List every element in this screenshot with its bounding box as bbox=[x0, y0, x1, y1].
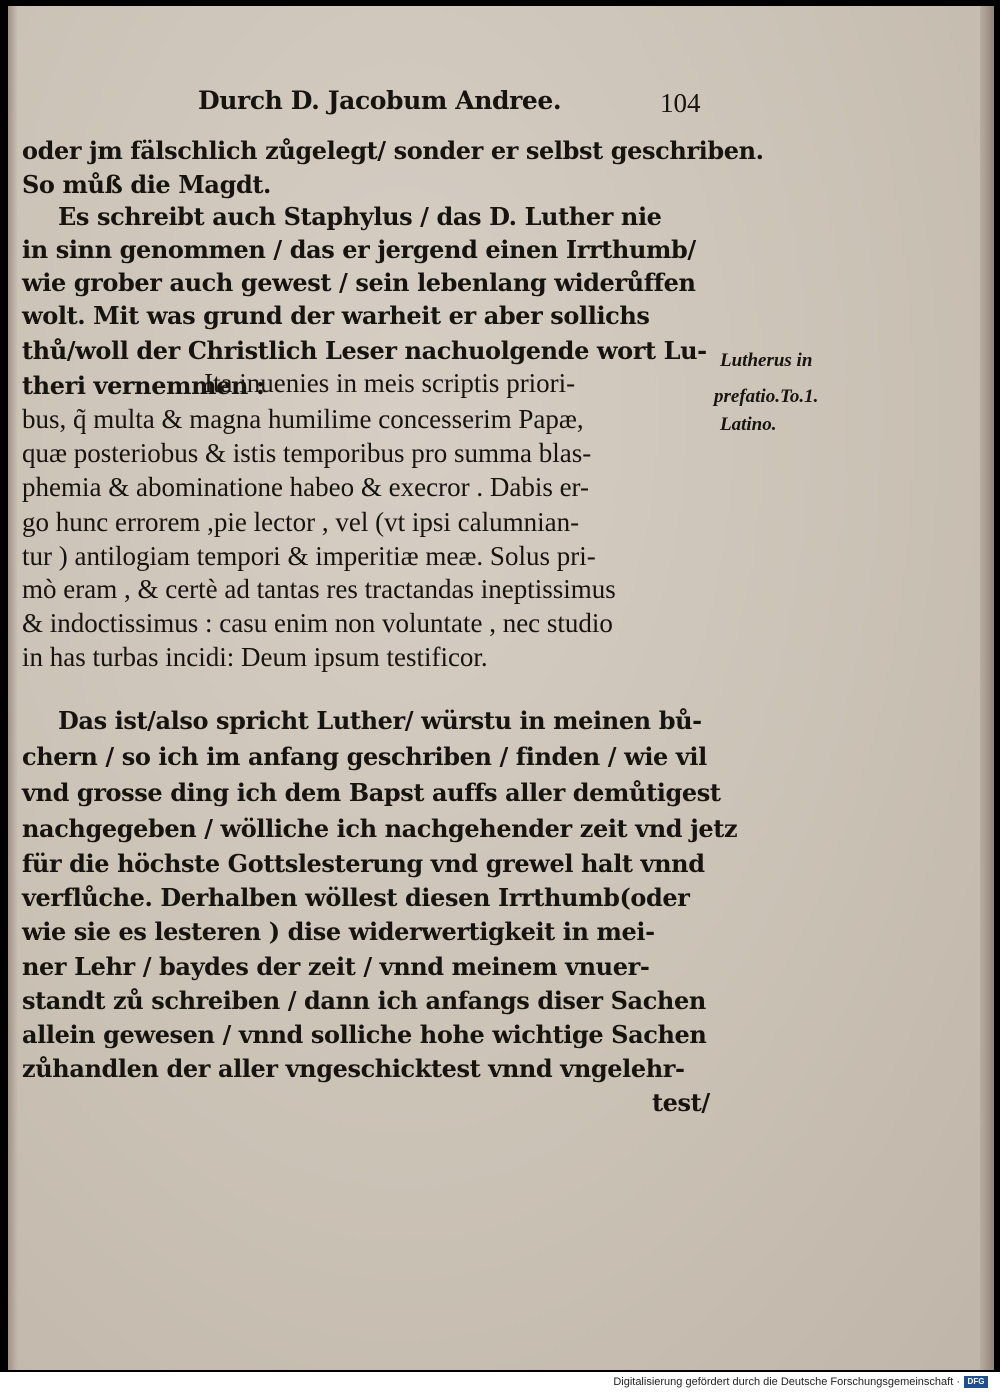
text-line: theri vernemmen : bbox=[22, 371, 265, 400]
latin-line: mò eram , & certè ad tantas res tractandas ineptissimus bbox=[22, 574, 616, 604]
latin-line: phemia & abominatione habeo & execror . Dabis er- bbox=[22, 472, 589, 502]
text-line: oder jm fälschlich zůgelegt/ sonder er selbst geschriben. bbox=[22, 136, 764, 165]
text-line: wolt. Mit was grund der warheit er aber sollichs bbox=[22, 301, 650, 330]
margin-note-line: Lutherus in bbox=[720, 350, 813, 371]
text-line: vnd grosse ding ich dem Bapst auffs aller demůtigest bbox=[22, 778, 721, 807]
text-line: in sinn genommen / das er jergend einen Irrthumb/ bbox=[22, 235, 696, 264]
text-line: wie grober auch gewest / sein lebenlang widerůffen bbox=[22, 268, 696, 297]
book-page bbox=[8, 6, 994, 1370]
latin-line: tur ) antilogiam tempori & imperitiæ meæ. Solus pri- bbox=[22, 541, 596, 571]
text-line: chern / so ich im anfang geschriben / finden / wie vil bbox=[22, 742, 707, 771]
gutter-shadow bbox=[8, 6, 18, 1370]
text-line: zůhandlen der aller vngeschicktest vnnd vngelehr- bbox=[22, 1054, 685, 1083]
latin-line: & indoctissimus : casu enim non voluntate , nec studio bbox=[22, 608, 613, 638]
latin-line: bus, q̃ multa & magna humilime concesserim Papæ, bbox=[22, 404, 584, 434]
folio-number: 104 bbox=[660, 88, 701, 118]
latin-line: in has turbas incidi: Deum ipsum testificor. bbox=[22, 642, 488, 672]
text-line: ner Lehr / baydes der zeit / vnnd meinem vnuer- bbox=[22, 952, 650, 981]
page-edge bbox=[980, 6, 994, 1370]
funding-credit: Digitalisierung gefördert durch die Deutsche Forschungsgemeinschaft · bbox=[613, 1376, 960, 1388]
text-line: Es schreibt auch Staphylus / das D. Luther nie bbox=[58, 202, 662, 231]
text-line: standt zů schreiben / dann ich anfangs diser Sachen bbox=[22, 986, 706, 1015]
text-line: wie sie es lesteren ) dise widerwertigkeit in mei- bbox=[22, 917, 655, 946]
text-line: für die höchste Gottslesterung vnd grewel halt vnnd bbox=[22, 849, 705, 878]
latin-line: Ita inuenies in meis scriptis priori- bbox=[204, 368, 576, 398]
text-line: verflůche. Derhalben wöllest diesen Irrthumb(oder bbox=[22, 883, 690, 912]
text-line: So můß die Magdt. bbox=[22, 170, 271, 199]
margin-note-line: Latino. bbox=[720, 414, 777, 435]
text-line: Das ist/also spricht Luther/ würstu in meinen bů- bbox=[58, 706, 702, 735]
footer-bar bbox=[0, 1372, 1000, 1393]
dfg-logo-icon: DFG bbox=[964, 1376, 988, 1388]
text-line: thů/woll der Christlich Leser nachuolgende wort Lu- bbox=[22, 336, 707, 365]
text-line: nachgegeben / wölliche ich nachgehender zeit vnd jetz bbox=[22, 814, 738, 843]
running-title: Durch D. Jacobum Andree. bbox=[198, 86, 562, 115]
text-line: test/ bbox=[652, 1088, 710, 1117]
latin-line: quæ posteriobus & istis temporibus pro summa blas- bbox=[22, 438, 592, 468]
text-line: allein gewesen / vnnd solliche hohe wichtige Sachen bbox=[22, 1020, 707, 1049]
margin-note-line: prefatio.To.1. bbox=[714, 386, 819, 407]
latin-line: go hunc errorem ,pie lector , vel (vt ipsi calumnian- bbox=[22, 507, 580, 537]
